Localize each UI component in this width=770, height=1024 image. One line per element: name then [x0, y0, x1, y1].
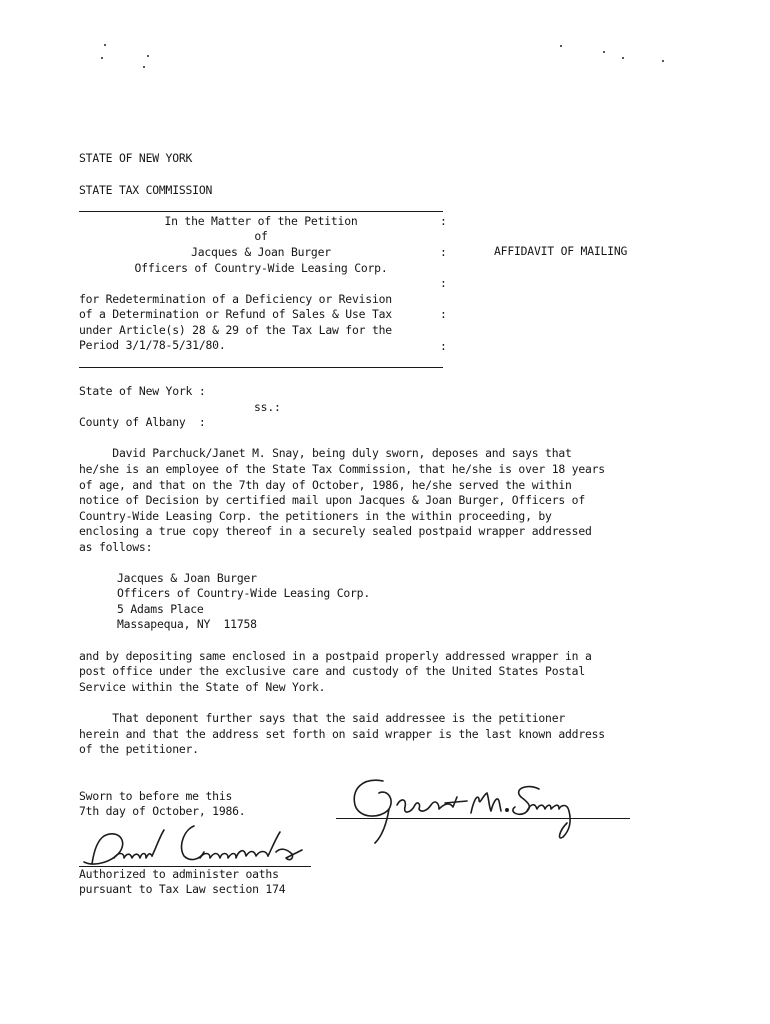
caption-colon: :: [440, 245, 447, 259]
address-line: Jacques & Joan Burger: [117, 571, 257, 585]
address-line: 5 Adams Place: [117, 602, 204, 616]
state-heading: STATE OF NEW YORK: [79, 151, 193, 165]
scan-speck: [662, 60, 664, 62]
scan-speck: [147, 55, 149, 57]
caption-colon: :: [440, 307, 447, 321]
scan-speck: [104, 44, 106, 46]
jurat-line: Sworn to before me this: [79, 789, 233, 803]
caption-top-rule: [79, 211, 443, 212]
body-line: as follows:: [79, 540, 153, 554]
caption-colon: :: [440, 214, 447, 228]
caption-line: Officers of Country-Wide Leasing Corp.: [134, 261, 388, 275]
scan-speck: [603, 51, 605, 53]
address-line: Massapequa, NY 11758: [117, 617, 257, 631]
body-line: post office under the exclusive care and custody of the United States Postal: [79, 664, 585, 678]
caption-line: In the Matter of the Petition: [164, 214, 358, 228]
body-line: Country-Wide Leasing Corp. the petitioners in the within proceeding, by: [79, 509, 552, 523]
body-line: of age, and that on the 7th day of October, 1986, he/she served the within: [79, 478, 572, 492]
body-line: Service within the State of New York.: [79, 680, 326, 694]
body-line: and by depositing same enclosed in a postpaid properly addressed wrapper in a: [79, 649, 592, 663]
scan-speck: [101, 57, 103, 59]
notary-line: Authorized to administer oaths: [79, 867, 279, 881]
scan-speck: [143, 66, 145, 68]
caption-line: Jacques & Joan Burger: [191, 245, 331, 259]
caption-bottom-rule: [79, 367, 443, 368]
venue-county: County of Albany :: [79, 415, 206, 429]
commission-heading: STATE TAX COMMISSION: [79, 183, 213, 197]
caption-line: Period 3/1/78-5/31/80.: [79, 338, 226, 352]
caption-colon: :: [440, 276, 447, 290]
document-type-heading: AFFIDAVIT OF MAILING: [494, 244, 628, 258]
body-line: That deponent further says that the said addressee is the petitioner: [79, 711, 566, 725]
caption-line: for Redetermination of a Deficiency or Revision: [79, 292, 392, 306]
jurat-line: 7th day of October, 1986.: [79, 804, 246, 818]
body-line: notice of Decision by certified mail upon Jacques & Joan Burger, Officers of: [79, 493, 585, 507]
venue-state: State of New York :: [79, 384, 206, 398]
caption-colon: :: [440, 339, 447, 353]
address-line: Officers of Country-Wide Leasing Corp.: [117, 586, 370, 600]
body-line: David Parchuck/Janet M. Snay, being duly sworn, deposes and says that: [79, 446, 572, 460]
deponent-signature: [345, 775, 585, 855]
caption-line: under Article(s) 28 & 29 of the Tax Law for the: [79, 323, 392, 337]
body-line: enclosing a true copy thereof in a securely sealed postpaid wrapper addressed: [79, 524, 592, 538]
caption-line: of a Determination or Refund of Sales & Use Tax: [79, 307, 392, 321]
scan-speck: [622, 57, 624, 59]
body-line: he/she is an employee of the State Tax Commission, that he/she is over 18 years: [79, 462, 605, 476]
caption-line: of: [254, 229, 268, 243]
notary-line: pursuant to Tax Law section 174: [79, 882, 286, 896]
body-line: of the petitioner.: [79, 742, 199, 756]
body-line: herein and that the address set forth on said wrapper is the last known address: [79, 727, 605, 741]
venue-ss: ss.:: [254, 400, 281, 414]
scan-speck: [560, 45, 562, 47]
